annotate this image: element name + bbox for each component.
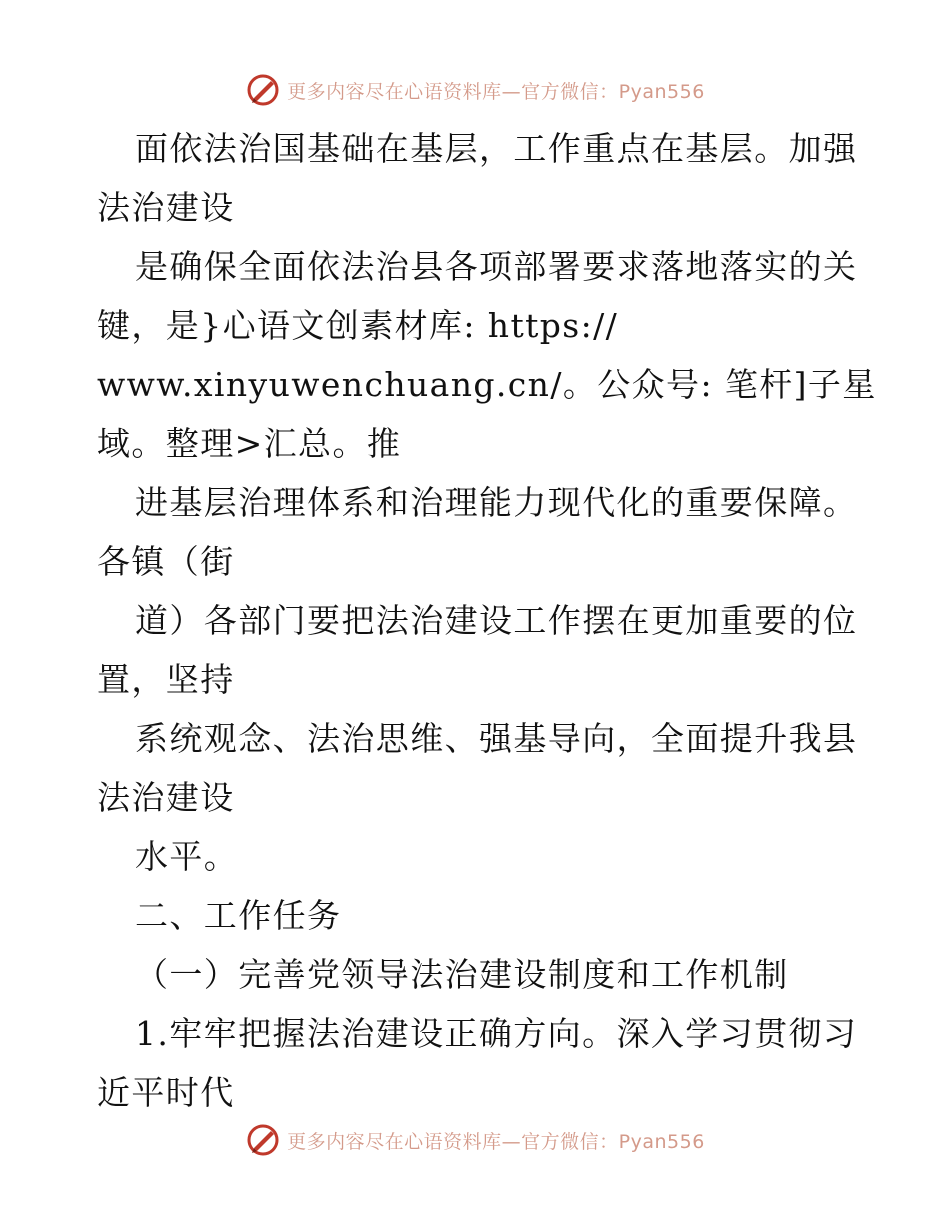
body-line: www.xinyuwenchuang.cn/。公众号: 笔杆]子星 [97,365,877,404]
body-line: 域。整理>汇总。推 [97,424,402,463]
body-line: 各镇（街 [97,542,235,581]
body-line: 道）各部门要把法治建设工作摆在更加重要的位 [135,601,858,640]
body-line: 置，坚持 [97,660,235,699]
watermark-text: 更多内容尽在心语资料库—官方微信：Pyan556 [287,80,705,103]
pen-logo-icon [245,1122,281,1158]
header-watermark [0,70,950,110]
document-body [97,119,877,1122]
body-line: 水平。 [135,837,239,876]
body-line: 法治建设 [97,778,235,817]
body-line: 是确保全面依法治县各项部署要求落地落实的关 [135,247,858,286]
body-line: 进基层治理体系和治理能力现代化的重要保障。 [135,483,858,522]
body-line: 系统观念、法治思维、强基导向，全面提升我县 [135,719,858,758]
body-line: 法治建设 [97,188,235,227]
pen-logo-icon [245,72,281,108]
subsection-heading: （一）完善党领导法治建设制度和工作机制 [135,955,789,994]
body-line: 面依法治国基础在基层，工作重点在基层。加强 [135,129,858,168]
body-line: 1.牢牢把握法治建设正确方向。深入学习贯彻习 [135,1014,858,1053]
body-line: 键，是}心语文创素材库: https:// [97,306,619,345]
watermark-text: 更多内容尽在心语资料库—官方微信：Pyan556 [287,1130,705,1153]
body-line: 近平时代 [97,1073,235,1112]
section-heading: 二、工作任务 [135,896,342,935]
footer-watermark [0,1120,950,1160]
